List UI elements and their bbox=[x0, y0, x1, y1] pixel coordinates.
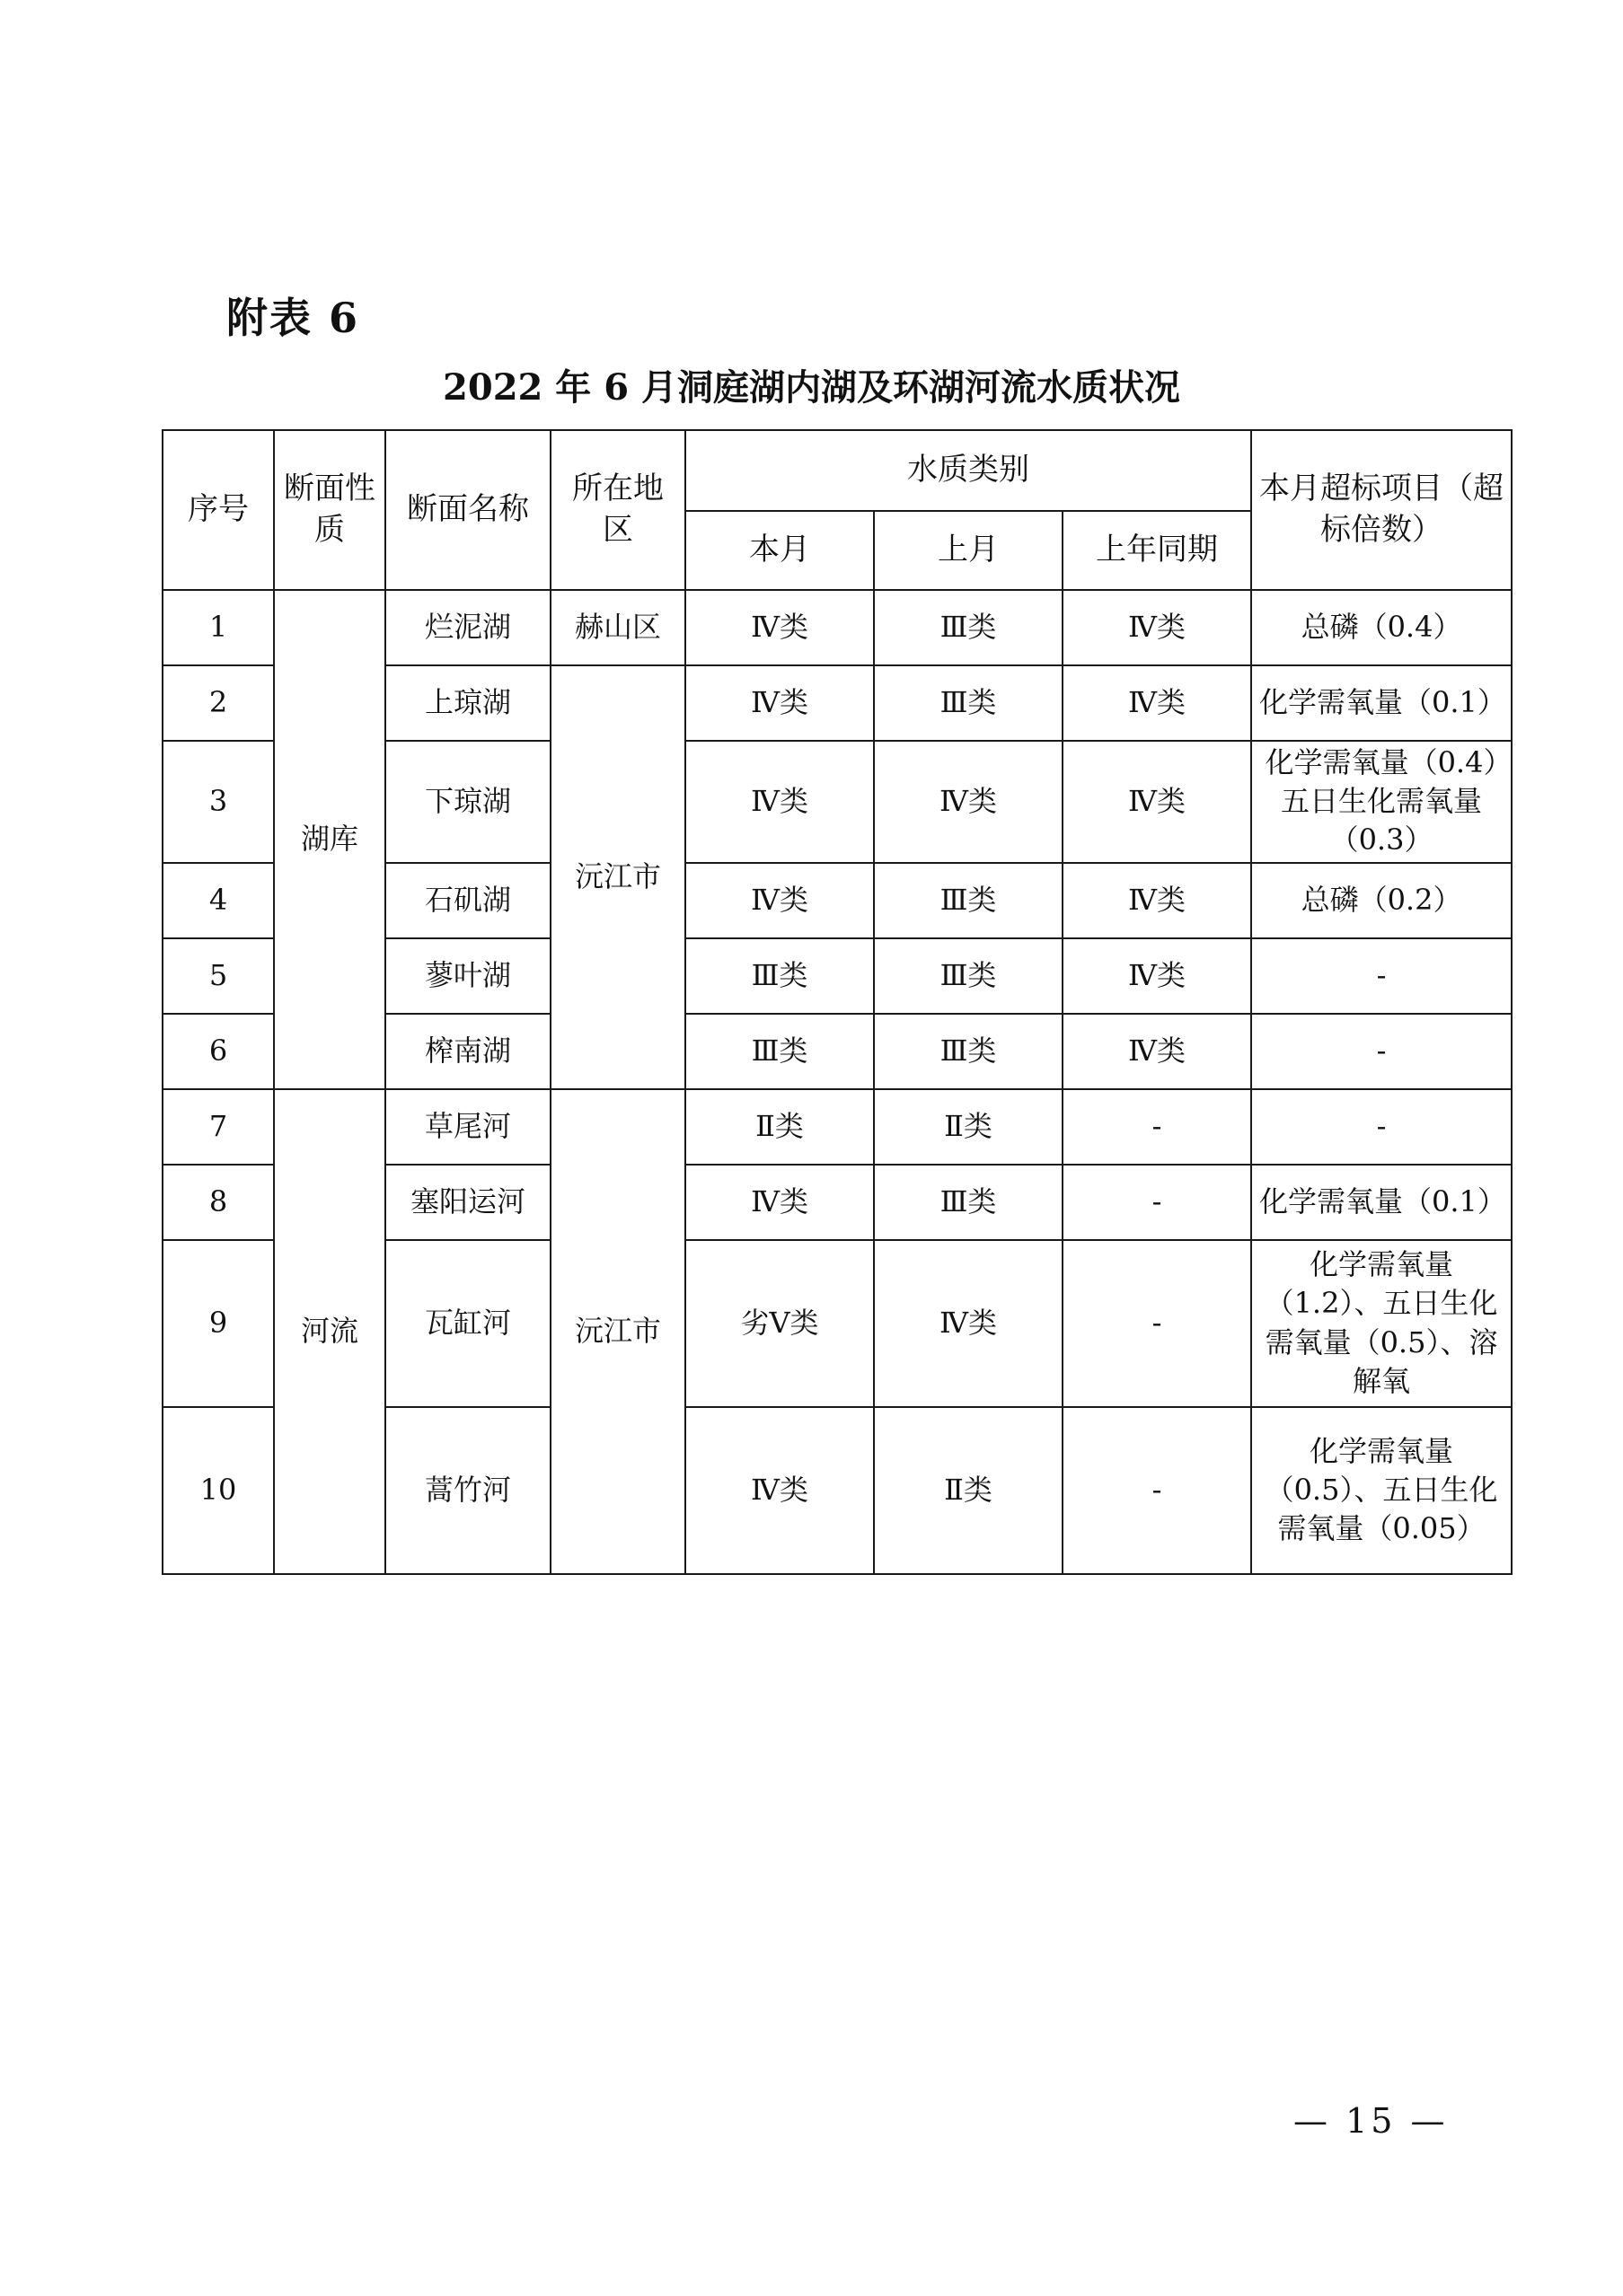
header-seq: 序号 bbox=[163, 430, 274, 590]
cell-last-year: Ⅳ类 bbox=[1063, 1014, 1251, 1089]
cell-section-name: 榨南湖 bbox=[385, 1014, 551, 1089]
cell-last-month: Ⅲ类 bbox=[874, 938, 1063, 1014]
cell-this-month: Ⅳ类 bbox=[685, 590, 874, 665]
appendix-label: 附表 6 bbox=[226, 294, 360, 342]
cell-this-month: Ⅱ类 bbox=[685, 1089, 874, 1165]
header-last-month: 上月 bbox=[874, 511, 1063, 590]
cell-last-month: Ⅳ类 bbox=[874, 741, 1063, 863]
cell-this-month: Ⅳ类 bbox=[685, 665, 874, 741]
cell-this-month: Ⅳ类 bbox=[685, 863, 874, 938]
cell-this-month: Ⅳ类 bbox=[685, 1407, 874, 1574]
cell-exceed: 化学需氧量（0.1） bbox=[1251, 665, 1512, 741]
cell-exceed: 总磷（0.4） bbox=[1251, 590, 1512, 665]
cell-last-year: - bbox=[1063, 1165, 1251, 1240]
cell-seq: 7 bbox=[163, 1089, 274, 1165]
cell-exceed: - bbox=[1251, 1089, 1512, 1165]
cell-section-name: 上琼湖 bbox=[385, 665, 551, 741]
cell-last-year: Ⅳ类 bbox=[1063, 590, 1251, 665]
cell-last-month: Ⅲ类 bbox=[874, 665, 1063, 741]
cell-seq: 9 bbox=[163, 1240, 274, 1407]
table-row bbox=[163, 590, 1512, 665]
header-row-1 bbox=[163, 430, 1512, 511]
cell-last-year: - bbox=[1063, 1089, 1251, 1165]
cell-this-month: Ⅳ类 bbox=[685, 741, 874, 863]
table-row bbox=[163, 1089, 1512, 1165]
cell-this-month: Ⅳ类 bbox=[685, 1165, 874, 1240]
water-quality-table bbox=[162, 429, 1513, 1575]
cell-last-month: Ⅳ类 bbox=[874, 1240, 1063, 1407]
cell-exceed: 化学需氧量（1.2）、五日生化需氧量（0.5）、溶解氧 bbox=[1251, 1240, 1512, 1407]
cell-section-name: 塞阳运河 bbox=[385, 1165, 551, 1240]
header-section-type: 断面性质 bbox=[274, 430, 385, 590]
cell-seq: 8 bbox=[163, 1165, 274, 1240]
cell-last-month: Ⅲ类 bbox=[874, 1165, 1063, 1240]
page-number: — 15 — bbox=[1293, 2101, 1449, 2141]
cell-region-yuanjiang-lakes: 沅江市 bbox=[551, 665, 685, 1089]
cell-section-name: 瓦缸河 bbox=[385, 1240, 551, 1407]
cell-last-month: Ⅱ类 bbox=[874, 1089, 1063, 1165]
cell-section-name: 烂泥湖 bbox=[385, 590, 551, 665]
header-region: 所在地区 bbox=[551, 430, 685, 590]
cell-last-year: - bbox=[1063, 1407, 1251, 1574]
cell-group-river: 河流 bbox=[274, 1089, 385, 1574]
cell-section-name: 草尾河 bbox=[385, 1089, 551, 1165]
cell-exceed: 化学需氧量（0.1） bbox=[1251, 1165, 1512, 1240]
cell-section-name: 蓼叶湖 bbox=[385, 938, 551, 1014]
cell-seq: 4 bbox=[163, 863, 274, 938]
cell-seq: 1 bbox=[163, 590, 274, 665]
cell-section-name: 石矶湖 bbox=[385, 863, 551, 938]
cell-seq: 10 bbox=[163, 1407, 274, 1574]
cell-seq: 6 bbox=[163, 1014, 274, 1089]
cell-last-year: Ⅳ类 bbox=[1063, 938, 1251, 1014]
cell-last-year: Ⅳ类 bbox=[1063, 863, 1251, 938]
header-section-name: 断面名称 bbox=[385, 430, 551, 590]
cell-last-month: Ⅲ类 bbox=[874, 1014, 1063, 1089]
cell-region-yuanjiang-rivers: 沅江市 bbox=[551, 1089, 685, 1574]
header-last-year: 上年同期 bbox=[1063, 511, 1251, 590]
cell-section-name: 蒿竹河 bbox=[385, 1407, 551, 1574]
cell-this-month: Ⅲ类 bbox=[685, 1014, 874, 1089]
cell-last-year: - bbox=[1063, 1240, 1251, 1407]
cell-last-month: Ⅱ类 bbox=[874, 1407, 1063, 1574]
cell-group-lake: 湖库 bbox=[274, 590, 385, 1089]
cell-exceed: - bbox=[1251, 938, 1512, 1014]
header-exceed-items: 本月超标项目（超标倍数） bbox=[1251, 430, 1512, 590]
header-this-month: 本月 bbox=[685, 511, 874, 590]
header-water-quality: 水质类别 bbox=[685, 430, 1251, 511]
cell-seq: 2 bbox=[163, 665, 274, 741]
cell-section-name: 下琼湖 bbox=[385, 741, 551, 863]
cell-region-heshan: 赫山区 bbox=[551, 590, 685, 665]
cell-this-month: 劣Ⅴ类 bbox=[685, 1240, 874, 1407]
cell-last-month: Ⅲ类 bbox=[874, 863, 1063, 938]
cell-exceed: 化学需氧量（0.4）五日生化需氧量（0.3） bbox=[1251, 741, 1512, 863]
cell-last-year: Ⅳ类 bbox=[1063, 665, 1251, 741]
cell-this-month: Ⅲ类 bbox=[685, 938, 874, 1014]
cell-seq: 3 bbox=[163, 741, 274, 863]
cell-exceed: - bbox=[1251, 1014, 1512, 1089]
cell-exceed: 总磷（0.2） bbox=[1251, 863, 1512, 938]
cell-last-month: Ⅲ类 bbox=[874, 590, 1063, 665]
cell-last-year: Ⅳ类 bbox=[1063, 741, 1251, 863]
cell-seq: 5 bbox=[163, 938, 274, 1014]
cell-exceed: 化学需氧量（0.5）、五日生化需氧量（0.05） bbox=[1251, 1407, 1512, 1574]
table-title: 2022 年 6 月洞庭湖内湖及环湖河流水质状况 bbox=[443, 366, 1180, 409]
